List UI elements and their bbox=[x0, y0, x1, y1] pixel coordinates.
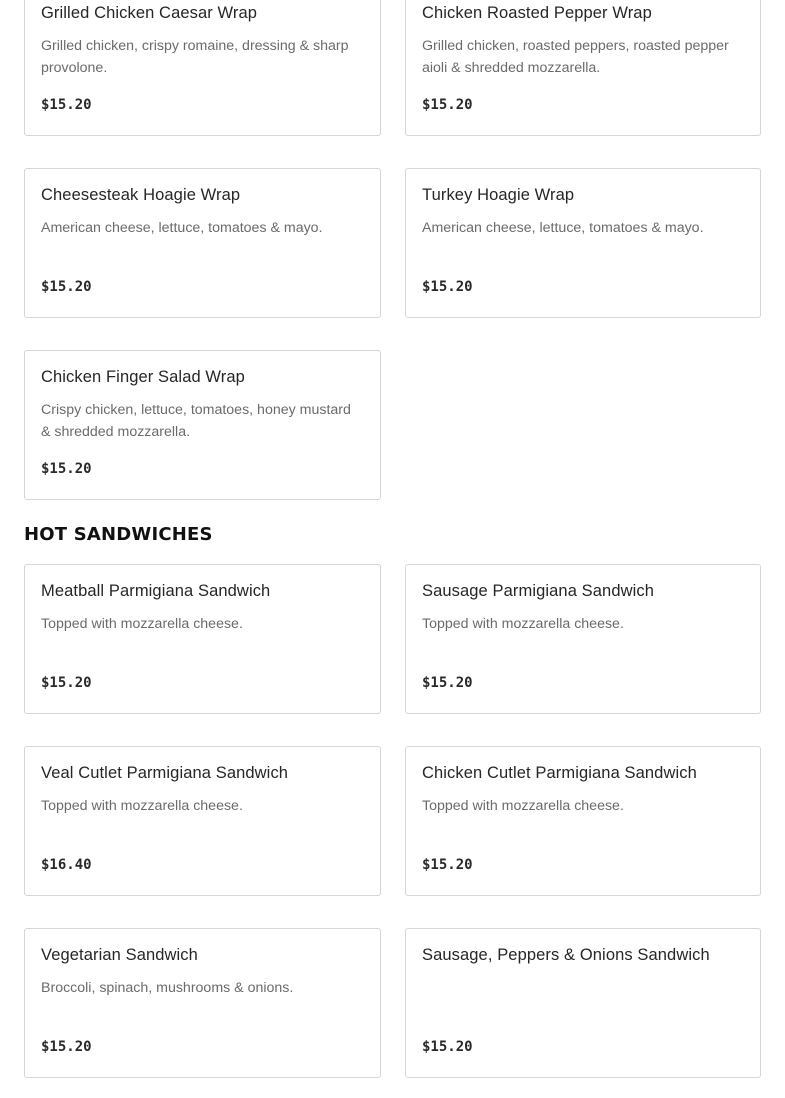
menu-item-name: Veal Cutlet Parmigiana Sandwich bbox=[41, 764, 289, 782]
menu-item-description: Grilled chicken, roasted peppers, roasted pepper aioli & shredded mozzarella. bbox=[422, 38, 729, 76]
menu-item-description: Crispy chicken, lettuce, tomatoes, honey mustard & shredded mozzarella. bbox=[41, 402, 351, 440]
menu-item-card[interactable] bbox=[405, 928, 761, 1078]
menu-item-price: $15.20 bbox=[41, 461, 92, 477]
menu-item-name: Grilled Chicken Caesar Wrap bbox=[41, 4, 258, 22]
menu-item-price: $15.20 bbox=[422, 1039, 473, 1055]
menu-item-description: American cheese, lettuce, tomatoes & mayo. bbox=[41, 220, 323, 236]
menu-item-name: Chicken Roasted Pepper Wrap bbox=[422, 4, 652, 22]
menu-item-card[interactable] bbox=[24, 928, 381, 1078]
menu-item-description: Topped with mozzarella cheese. bbox=[422, 798, 624, 814]
menu-item-price: $16.40 bbox=[41, 857, 92, 873]
menu-item-name: Turkey Hoagie Wrap bbox=[422, 186, 575, 204]
menu-item-card[interactable] bbox=[405, 0, 761, 136]
menu-item-description: Topped with mozzarella cheese. bbox=[41, 798, 243, 814]
menu-item-price: $15.20 bbox=[422, 279, 473, 295]
menu-item-name: Sausage Parmigiana Sandwich bbox=[422, 582, 655, 600]
menu-item-name: Chicken Cutlet Parmigiana Sandwich bbox=[422, 764, 697, 782]
menu-item-name: Chicken Finger Salad Wrap bbox=[41, 368, 245, 386]
menu-item-card[interactable] bbox=[405, 168, 761, 318]
menu-item-card[interactable] bbox=[24, 0, 381, 136]
menu-item-name: Meatball Parmigiana Sandwich bbox=[41, 582, 271, 600]
menu-item-name: Vegetarian Sandwich bbox=[41, 946, 198, 964]
menu-item-card[interactable] bbox=[24, 564, 381, 714]
menu-item-price: $15.20 bbox=[41, 1039, 92, 1055]
menu-item-card[interactable] bbox=[24, 168, 381, 318]
menu-item-card[interactable] bbox=[24, 350, 381, 500]
menu-item-price: $15.20 bbox=[41, 675, 92, 691]
menu-item-card[interactable] bbox=[405, 564, 761, 714]
section-heading-hot-sandwiches: HOT SANDWICHES bbox=[24, 524, 213, 545]
menu-item-name: Cheesesteak Hoagie Wrap bbox=[41, 186, 241, 204]
menu-item-card[interactable] bbox=[24, 746, 381, 896]
menu-item-price: $15.20 bbox=[422, 97, 473, 113]
menu-item-price: $15.20 bbox=[422, 675, 473, 691]
menu-item-description: Topped with mozzarella cheese. bbox=[422, 616, 624, 632]
menu-item-price: $15.20 bbox=[41, 97, 92, 113]
menu-item-price: $15.20 bbox=[422, 857, 473, 873]
menu-item-name: Sausage, Peppers & Onions Sandwich bbox=[422, 946, 710, 964]
menu-item-description: Broccoli, spinach, mushrooms & onions. bbox=[41, 980, 294, 996]
menu-item-price: $15.20 bbox=[41, 279, 92, 295]
menu-item-description: Topped with mozzarella cheese. bbox=[41, 616, 243, 632]
menu-item-card[interactable] bbox=[405, 746, 761, 896]
menu-item-description: American cheese, lettuce, tomatoes & mayo. bbox=[422, 220, 704, 236]
menu-item-description: Grilled chicken, crispy romaine, dressing & sharp provolone. bbox=[41, 38, 349, 76]
